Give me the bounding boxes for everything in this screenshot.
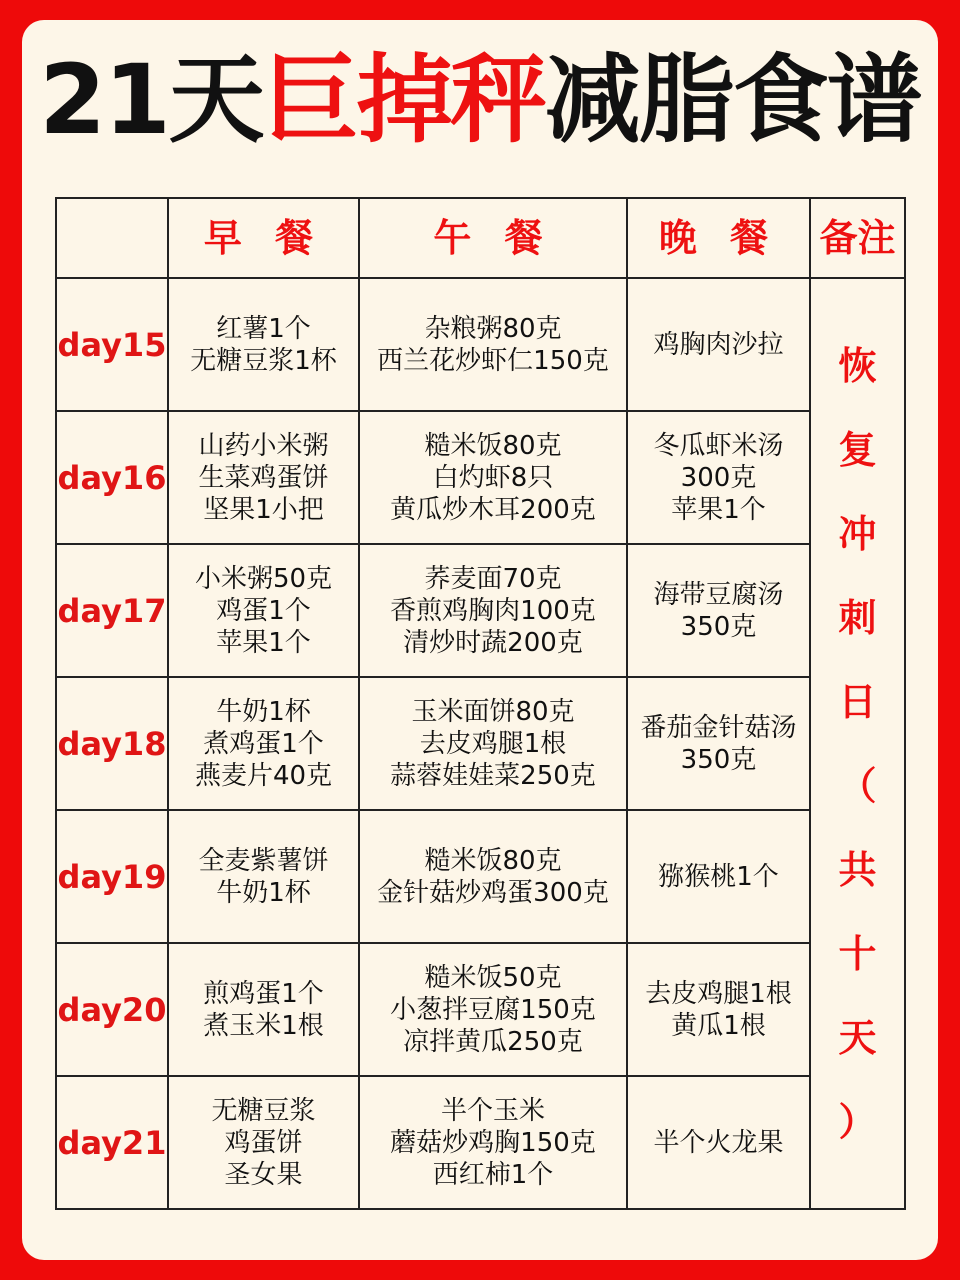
lunch-cell — [359, 411, 627, 544]
header-breakfast: 早 餐 — [168, 198, 359, 278]
lunch-item: 杂粮粥80克 — [424, 313, 562, 344]
day-label: day18 — [56, 677, 168, 810]
breakfast-item: 山药小米粥 — [198, 430, 329, 461]
dinner-item: 冬瓜虾米汤 — [653, 430, 784, 461]
day-label: day19 — [56, 810, 168, 943]
breakfast-cell — [168, 411, 359, 544]
dinner-cell — [627, 943, 810, 1076]
meal-plan-table — [55, 197, 906, 1210]
breakfast-item: 红薯1个 — [216, 313, 311, 344]
breakfast-cell — [168, 278, 359, 411]
table-row — [56, 1076, 905, 1209]
lunch-cell — [359, 1076, 627, 1209]
lunch-item: 蘑菇炒鸡胸150克 — [390, 1127, 596, 1158]
lunch-item: 小葱拌豆腐150克 — [390, 994, 596, 1025]
note-char: 日 — [838, 679, 877, 724]
table-row — [56, 677, 905, 810]
lunch-item: 清炒时蔬200克 — [403, 627, 583, 658]
breakfast-item: 牛奶1杯 — [216, 696, 311, 727]
breakfast-item: 小米粥50克 — [194, 563, 333, 594]
dinner-item: 黄瓜1根 — [671, 1010, 766, 1041]
dinner-cell — [627, 677, 810, 810]
dinner-cell — [627, 544, 810, 677]
day-label: day16 — [56, 411, 168, 544]
breakfast-item: 燕麦片40克 — [194, 760, 333, 791]
dinner-item: 海带豆腐汤 — [653, 579, 784, 610]
breakfast-item: 坚果1小把 — [203, 494, 324, 525]
lunch-item: 玉米面饼80克 — [411, 696, 575, 727]
page-title — [0, 40, 960, 160]
lunch-item: 西红柿1个 — [432, 1159, 554, 1190]
lunch-item: 半个玉米 — [440, 1095, 545, 1126]
dinner-cell — [627, 1076, 810, 1209]
breakfast-cell — [168, 810, 359, 943]
lunch-item: 金针菇炒鸡蛋300克 — [377, 877, 609, 908]
breakfast-item: 无糖豆浆 — [211, 1095, 316, 1126]
breakfast-item: 无糖豆浆1杯 — [190, 345, 337, 376]
note-char: 复 — [838, 427, 877, 472]
dinner-item: 300克 — [680, 462, 757, 493]
lunch-cell — [359, 677, 627, 810]
note-char: （ — [838, 763, 877, 808]
lunch-cell — [359, 278, 627, 411]
lunch-item: 糙米饭80克 — [424, 430, 562, 461]
lunch-item: 蒜蓉娃娃菜250克 — [390, 760, 596, 791]
note-char: 十 — [838, 931, 877, 976]
breakfast-item: 鸡蛋饼 — [224, 1127, 303, 1158]
dinner-item: 350克 — [680, 611, 757, 642]
note-char: 恢 — [838, 343, 877, 388]
header-lunch: 午 餐 — [359, 198, 627, 278]
dinner-item: 350克 — [680, 744, 757, 775]
dinner-cell — [627, 278, 810, 411]
note-char: 天 — [838, 1015, 877, 1060]
dinner-item: 猕猴桃1个 — [658, 861, 779, 892]
note-char: 刺 — [838, 595, 877, 640]
lunch-cell — [359, 544, 627, 677]
note-char: 共 — [838, 847, 877, 892]
breakfast-item: 鸡蛋1个 — [216, 595, 311, 626]
lunch-item: 去皮鸡腿1根 — [419, 728, 567, 759]
day-label: day15 — [56, 278, 168, 411]
lunch-item: 黄瓜炒木耳200克 — [390, 494, 596, 525]
breakfast-cell — [168, 1076, 359, 1209]
table-row — [56, 943, 905, 1076]
table-row — [56, 411, 905, 544]
breakfast-cell — [168, 677, 359, 810]
title-prefix: 21天 — [39, 44, 263, 156]
lunch-item: 香煎鸡胸肉100克 — [390, 595, 596, 626]
table-row — [56, 810, 905, 943]
title-highlight: 巨掉秤 — [262, 44, 545, 156]
lunch-item: 白灼虾8只 — [432, 462, 554, 493]
dinner-item: 半个火龙果 — [653, 1127, 784, 1158]
note-char: 冲 — [838, 511, 877, 556]
day-label: day20 — [56, 943, 168, 1076]
dinner-item: 苹果1个 — [671, 494, 766, 525]
table-row — [56, 278, 905, 411]
dinner-item: 鸡胸肉沙拉 — [653, 329, 784, 360]
dinner-item: 番茄金针菇汤 — [640, 712, 797, 743]
breakfast-item: 全麦紫薯饼 — [198, 845, 329, 876]
breakfast-item: 牛奶1杯 — [216, 877, 311, 908]
header-empty — [56, 198, 168, 278]
breakfast-item: 煮玉米1根 — [203, 1010, 324, 1041]
breakfast-cell — [168, 943, 359, 1076]
breakfast-item: 生菜鸡蛋饼 — [198, 462, 329, 493]
breakfast-item: 苹果1个 — [216, 627, 311, 658]
title-suffix: 减脂食谱 — [544, 44, 921, 156]
dinner-cell — [627, 411, 810, 544]
lunch-item: 西兰花炒虾仁150克 — [377, 345, 609, 376]
dinner-item: 去皮鸡腿1根 — [645, 978, 792, 1009]
lunch-cell — [359, 943, 627, 1076]
lunch-item: 凉拌黄瓜250克 — [403, 1026, 583, 1057]
header-dinner: 晚 餐 — [627, 198, 810, 278]
breakfast-item: 煮鸡蛋1个 — [203, 728, 324, 759]
day-label: day21 — [56, 1076, 168, 1209]
note-char: ） — [838, 1099, 877, 1144]
lunch-item: 糙米饭50克 — [424, 962, 562, 993]
breakfast-item: 煎鸡蛋1个 — [203, 978, 324, 1009]
day-label: day17 — [56, 544, 168, 677]
lunch-item: 糙米饭80克 — [424, 845, 562, 876]
breakfast-item: 圣女果 — [224, 1159, 303, 1190]
lunch-item: 荞麦面70克 — [424, 563, 562, 594]
breakfast-cell — [168, 544, 359, 677]
lunch-cell — [359, 810, 627, 943]
dinner-cell — [627, 810, 810, 943]
header-notes: 备注 — [810, 198, 905, 278]
notes-cell — [810, 278, 905, 1209]
table-row — [56, 544, 905, 677]
